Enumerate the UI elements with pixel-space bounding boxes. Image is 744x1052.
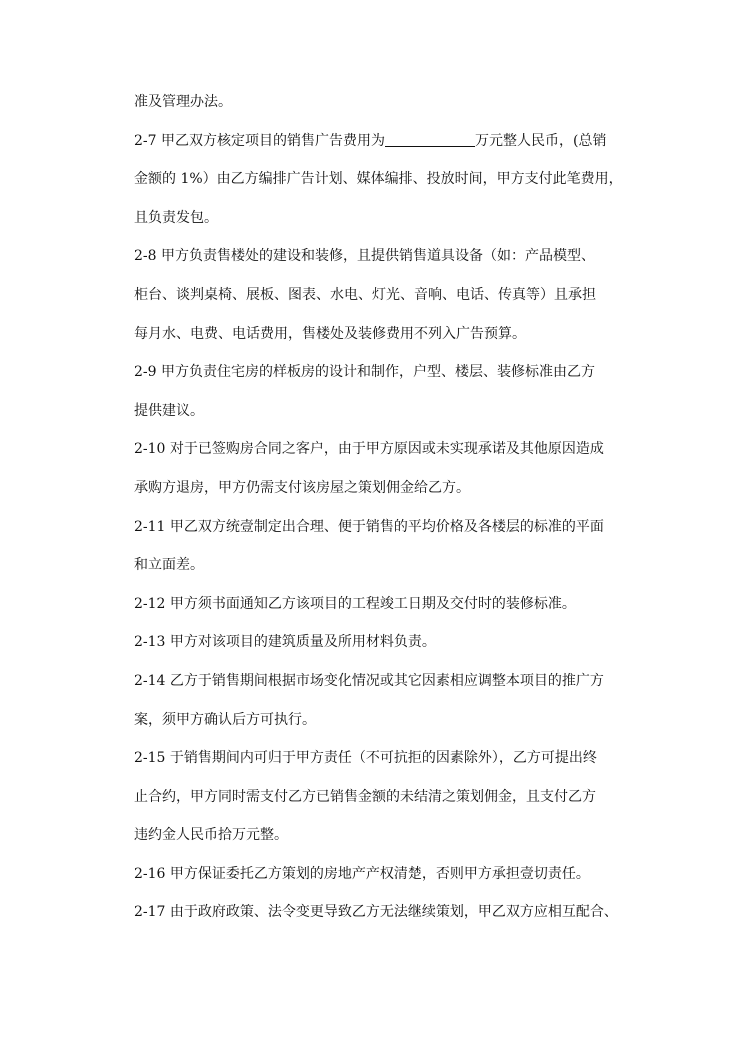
text-line: 2-8 甲方负责售楼处的建设和装修，且提供销售道具设备（如：产品模型、 (134, 248, 595, 265)
text-segment: 万元整人民币，(总销 (475, 132, 607, 149)
text-line: 每月水、电费、电话费用，售楼处及装修费用不列入广告预算。 (134, 325, 526, 342)
text-line: 和立面差。 (134, 557, 204, 574)
text-line: 金额的 1%）由乙方编排广告计划、媒体编排、投放时间，甲方支付此笔费用， (134, 171, 623, 188)
text-segment: 2-7 甲乙双方核定项目的销售广告费用为 (134, 132, 385, 149)
text-line: 2-16 甲方保证委托乙方策划的房地产产权清楚，否则甲方承担壹切责任。 (134, 865, 590, 882)
text-line: 止合约，甲方同时需支付乙方已销售金额的未结清之策划佣金，且支付乙方 (134, 788, 596, 805)
text-line: 2-9 甲方负责住宅房的样板房的设计和制作，户型、楼层、装修标准由乙方 (134, 364, 595, 381)
text-line: 2-17 由于政府政策、法令变更导致乙方无法继续策划，甲乙双方应相互配合、 (134, 904, 618, 921)
text-line: 违约金人民币拾万元整。 (134, 827, 288, 844)
text-line: 准及管理办法。 (134, 94, 232, 110)
text-line: 2-15 于销售期间内可归于甲方责任（不可抗拒的因素除外），乙方可提出终 (134, 750, 597, 767)
text-line: 2-14 乙方于销售期间根据市场变化情况或其它因素相应调整本项目的推广方 (134, 672, 604, 689)
text-line: 柜台、谈判桌椅、展板、图表、水电、灯光、音响、电话、传真等）且承担 (134, 286, 596, 303)
contract-text (134, 92, 634, 941)
text-line: 2-12 甲方须书面通知乙方该项目的工程竣工日期及交付时的装修标准。 (134, 595, 576, 612)
text-line: 2-11 甲乙双方统壹制定出合理、便于销售的平均价格及各楼层的标准的平面 (134, 518, 604, 535)
text-line (134, 131, 634, 170)
blank-fill-line (385, 132, 475, 147)
text-line: 且负责发包。 (134, 209, 218, 226)
text-line: 承购方退房，甲方仍需支付该房屋之策划佣金给乙方。 (134, 479, 470, 496)
text-line: 2-10 对于已签购房合同之客户，由于甲方原因或未实现承诺及其他原因造成 (134, 441, 604, 458)
text-line: 2-13 甲方对该项目的建筑质量及所用材料负责。 (134, 634, 436, 651)
text-line: 案，须甲方确认后方可执行。 (134, 711, 316, 728)
text-line: 提供建议。 (134, 402, 204, 419)
